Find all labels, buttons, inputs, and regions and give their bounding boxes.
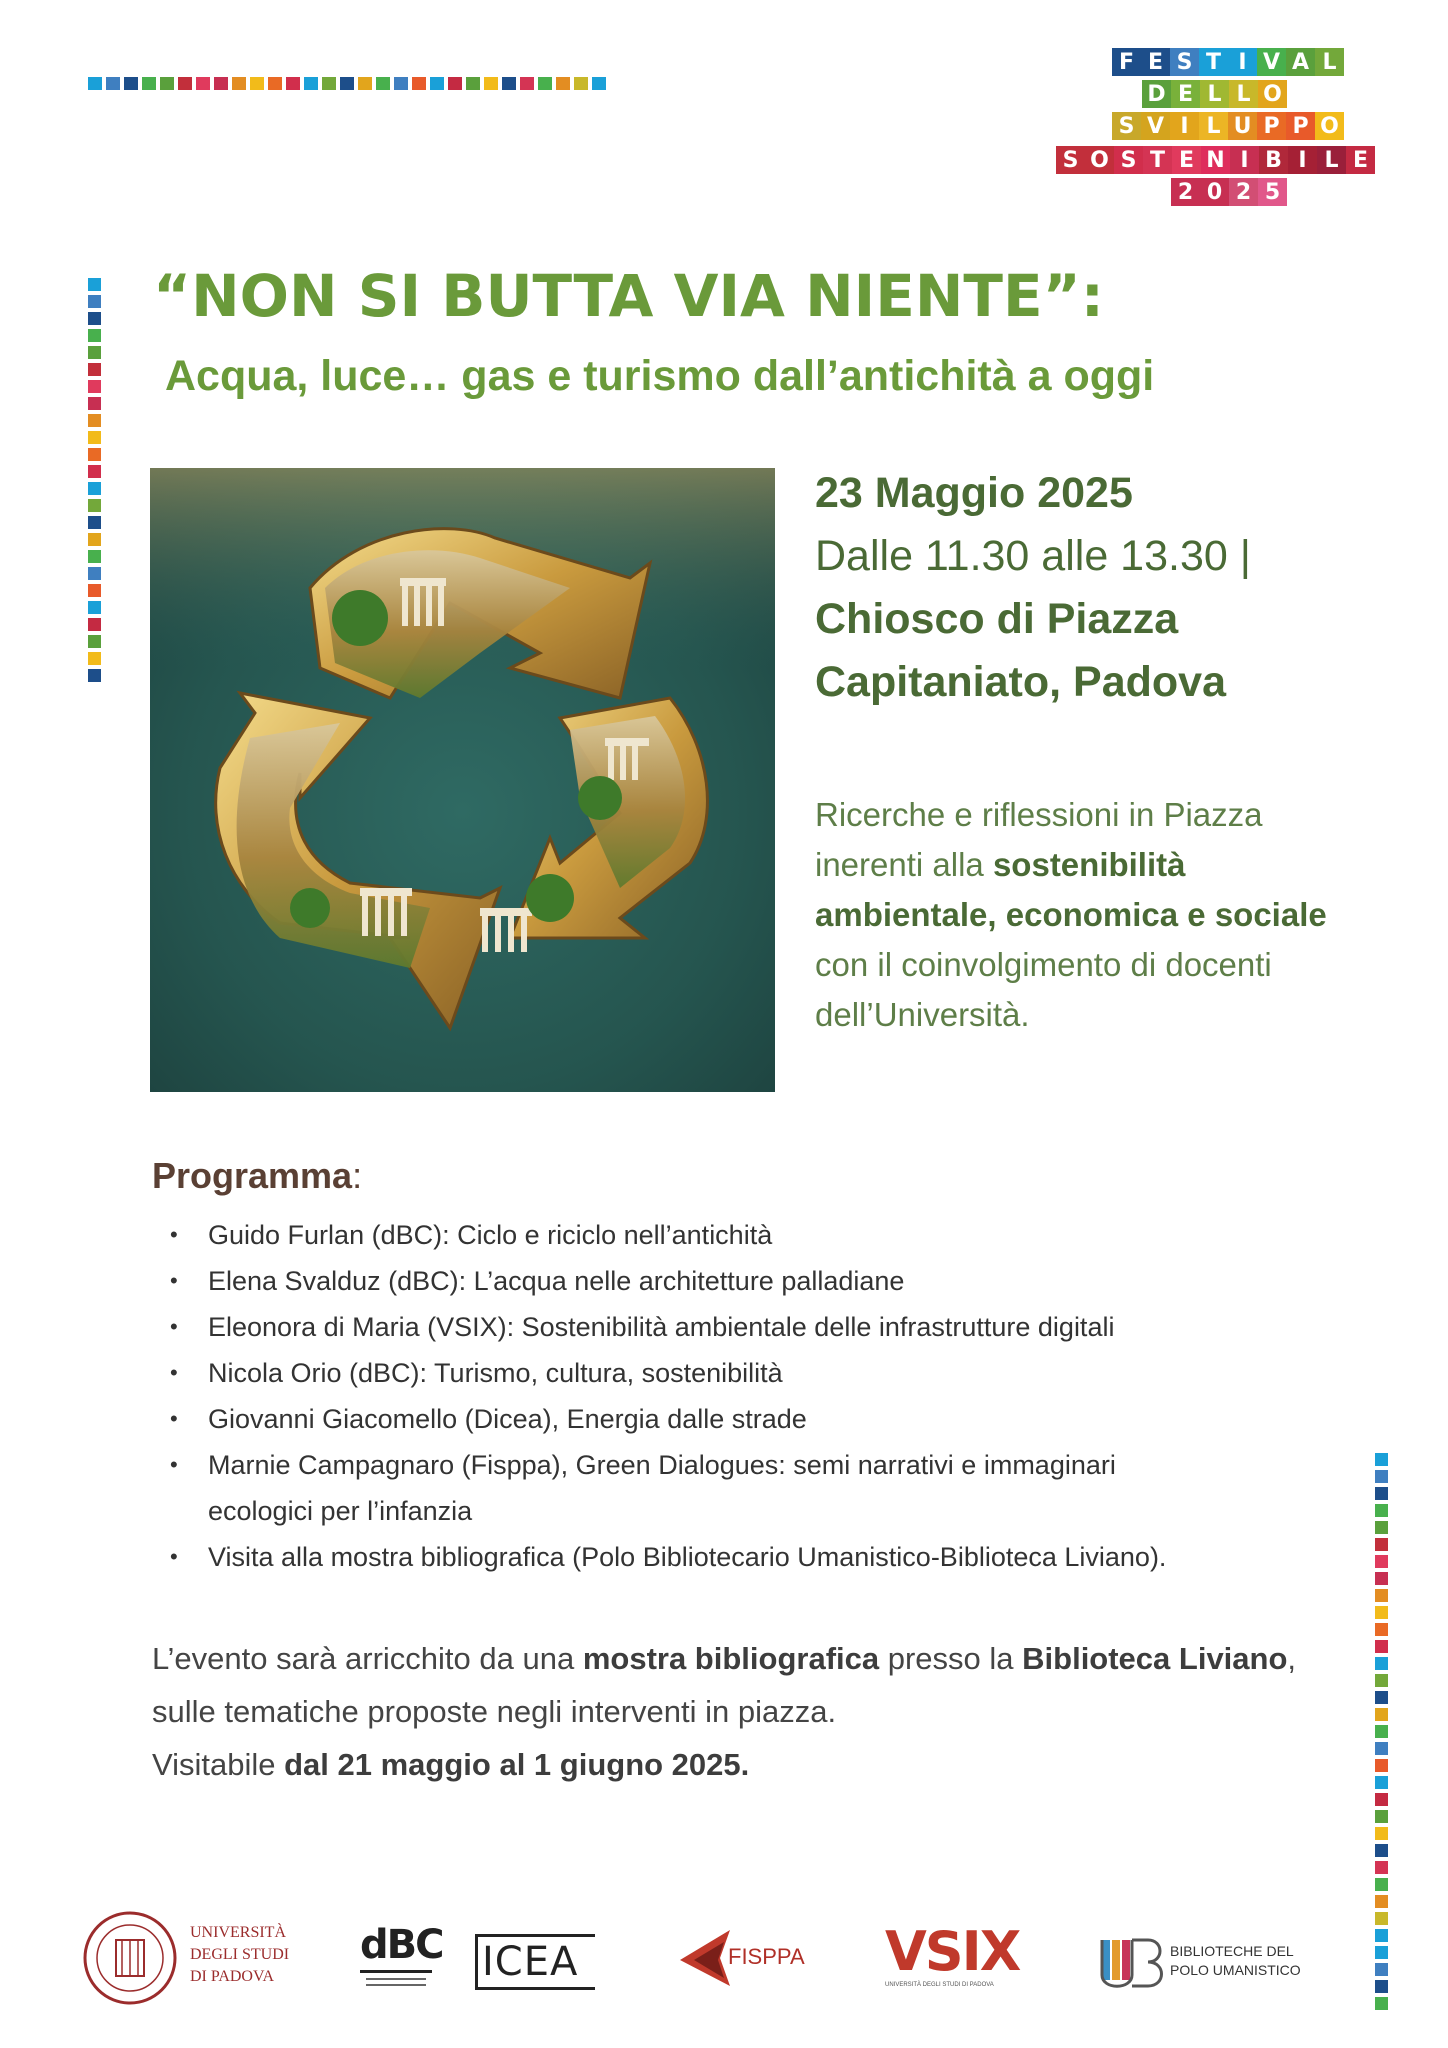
stripe-segment [304, 77, 318, 90]
festival-logo-letter: S [1112, 112, 1141, 140]
note-text-3: , sulle tematiche proposte negli interventi in piazza. [152, 1641, 1297, 1729]
stripe-segment [88, 414, 101, 427]
event-subtitle: Acqua, luce… gas e turismo dall’antichità a oggi [165, 352, 1155, 400]
festival-logo-letter: V [1257, 48, 1286, 76]
stripe-segment [1375, 1997, 1388, 2010]
festival-logo-letter: O [1315, 112, 1344, 140]
festival-logo-letter: L [1200, 80, 1229, 108]
stripe-segment [1375, 1504, 1388, 1517]
stripe-segment [520, 77, 534, 90]
festival-logo-letter: O [1258, 80, 1287, 108]
stripe-segment [502, 77, 516, 90]
left-color-stripe [88, 278, 101, 686]
stripe-segment [286, 77, 300, 90]
stripe-segment [340, 77, 354, 90]
festival-logo-letter: 0 [1200, 178, 1229, 206]
recycle-artwork [150, 468, 775, 1092]
unipd-line-3: DI PADOVA [190, 1968, 275, 1985]
biblioteche-line-1: BIBLIOTECHE DEL [1170, 1943, 1294, 1959]
program-item: • Nicola Orio (dBC): Turismo, cultura, sostenibilità [170, 1350, 1270, 1396]
stripe-segment [88, 448, 101, 461]
festival-logo-letter: N [1201, 146, 1230, 174]
festival-logo-letter: E [1172, 146, 1201, 174]
festival-logo-letter: E [1171, 80, 1200, 108]
stripe-segment [1375, 1878, 1388, 1891]
program-item: • Elena Svalduz (dBC): L’acqua nelle architetture palladiane [170, 1258, 1270, 1304]
festival-logo-letter: T [1199, 48, 1228, 76]
festival-logo-row-dello [1142, 80, 1287, 108]
festival-logo-letter: I [1288, 146, 1317, 174]
stripe-segment [1375, 1572, 1388, 1585]
festival-logo-letter: I [1170, 112, 1199, 140]
festival-logo-letter: I [1230, 146, 1259, 174]
dbc-logo [360, 1922, 443, 2002]
stripe-segment [1375, 1708, 1388, 1721]
program-item: • Eleonora di Maria (VSIX): Sostenibilità ambientale delle infrastrutture digitali [170, 1304, 1270, 1350]
stripe-segment [1375, 1487, 1388, 1500]
note-text-2: presso la [879, 1641, 1023, 1676]
program-heading [152, 1155, 362, 1197]
stripe-segment [1375, 1895, 1388, 1908]
stripe-segment [88, 669, 101, 682]
festival-logo-letter: O [1085, 146, 1114, 174]
stripe-segment [1375, 1470, 1388, 1483]
stripe-segment [1375, 1623, 1388, 1636]
stripe-segment [1375, 1776, 1388, 1789]
description-text-2: con il coinvolgimento di docenti dell’Università. [815, 946, 1272, 1033]
program-heading-label: Programma [152, 1155, 353, 1196]
program-item: • Marnie Campagnaro (Fisppa), Green Dialogues: semi narrativi e immaginari ecologici per l’infanzia [170, 1442, 1170, 1534]
stripe-segment [88, 295, 101, 308]
festival-logo-letter: F [1112, 48, 1141, 76]
unipd-logo [80, 1908, 340, 2008]
icea-logo [475, 1934, 595, 1990]
festival-logo-letter: U [1228, 112, 1257, 140]
festival-logo-letter: S [1170, 48, 1199, 76]
festival-logo-letter: P [1257, 112, 1286, 140]
stripe-segment [88, 346, 101, 359]
stripe-segment [592, 77, 606, 90]
stripe-segment [1375, 1742, 1388, 1755]
stripe-segment [1375, 1946, 1388, 1959]
unipd-line-1: UNIVERSITÀ [190, 1924, 286, 1941]
program-item: • Visita alla mostra bibliografica (Polo Bibliotecario Umanistico-Biblioteca Liviano). [170, 1534, 1270, 1580]
stripe-segment [430, 77, 444, 90]
program-item: • Giovanni Giacomello (Dicea), Energia dalle strade [170, 1396, 1270, 1442]
festival-logo-row-sviluppo [1112, 112, 1344, 140]
stripe-segment [88, 465, 101, 478]
biblioteche-mark-icon [1098, 1930, 1168, 1992]
festival-logo-letter: A [1286, 48, 1315, 76]
festival-logo-row-year [1171, 178, 1287, 206]
festival-logo-letter: E [1346, 146, 1375, 174]
stripe-segment [1375, 1657, 1388, 1670]
stripe-segment [88, 601, 101, 614]
stripe-segment [88, 482, 101, 495]
recycle-illustration [150, 468, 775, 1092]
stripe-segment [466, 77, 480, 90]
stripe-segment [88, 584, 101, 597]
stripe-segment [1375, 1980, 1388, 1993]
event-place-line-2: Capitaniato, Padova [815, 658, 1226, 706]
note-text-1: L’evento sarà arricchito da una [152, 1641, 583, 1676]
stripe-segment [88, 363, 101, 376]
stripe-segment [142, 77, 156, 90]
stripe-segment [250, 77, 264, 90]
stripe-segment [160, 77, 174, 90]
stripe-segment [1375, 1963, 1388, 1976]
festival-logo-row-sostenibile [1056, 146, 1375, 174]
stripe-segment [232, 77, 246, 90]
stripe-segment [88, 77, 102, 90]
partner-logos [80, 1908, 1370, 2018]
stripe-segment [88, 550, 101, 563]
stripe-segment [1375, 1827, 1388, 1840]
festival-logo-letter: B [1259, 146, 1288, 174]
stripe-segment [88, 499, 101, 512]
icea-logo-text: ICEA [482, 1939, 579, 1985]
stripe-segment [106, 77, 120, 90]
festival-logo-letter: L [1317, 146, 1346, 174]
right-color-stripe [1375, 1453, 1388, 2014]
event-details [815, 462, 1375, 714]
event-title: “NON SI BUTTA VIA NIENTE”: [153, 262, 1104, 330]
festival-logo-letter: S [1114, 146, 1143, 174]
stripe-segment [412, 77, 426, 90]
festival-logo-letter: P [1286, 112, 1315, 140]
stripe-segment [88, 635, 101, 648]
event-description [815, 790, 1355, 1040]
festival-logo-letter: 2 [1229, 178, 1258, 206]
event-date: 23 Maggio 2025 [815, 469, 1133, 517]
program-heading-colon: : [352, 1155, 363, 1196]
stripe-segment [1375, 1929, 1388, 1942]
stripe-segment [88, 278, 101, 291]
festival-logo-letter: I [1228, 48, 1257, 76]
stripe-segment [1375, 1725, 1388, 1738]
stripe-segment [1375, 1589, 1388, 1602]
festival-logo [1040, 48, 1410, 214]
stripe-segment [178, 77, 192, 90]
stripe-segment [88, 380, 101, 393]
festival-logo-letter: 2 [1171, 178, 1200, 206]
note-text-4: Visitabile [152, 1747, 285, 1782]
stripe-segment [322, 77, 336, 90]
festival-logo-letter: V [1141, 112, 1170, 140]
description-text-1: Ricerche e riflessioni in Piazza inerenti alla [815, 796, 1263, 883]
stripe-segment [484, 77, 498, 90]
stripe-segment [214, 77, 228, 90]
stripe-segment [1375, 1538, 1388, 1551]
stripe-segment [88, 312, 101, 325]
festival-logo-row-festival [1112, 48, 1344, 76]
dbc-logo-text: dBC [360, 1922, 443, 1968]
biblioteche-logo [1098, 1930, 1318, 2000]
program-list [170, 1212, 1270, 1580]
fisppa-mark-icon [680, 1930, 730, 1986]
stripe-segment [124, 77, 138, 90]
stripe-segment [448, 77, 462, 90]
stripe-segment [88, 567, 101, 580]
stripe-segment [1375, 1844, 1388, 1857]
stripe-segment [1375, 1691, 1388, 1704]
festival-logo-letter: L [1315, 48, 1344, 76]
vsix-subtitle: UNIVERSITÀ DEGLI STUDI DI PADOVA [885, 1982, 994, 1988]
stripe-segment [556, 77, 570, 90]
stripe-segment [88, 618, 101, 631]
note-bold-library: Biblioteca Liviano [1022, 1641, 1288, 1676]
stripe-segment [1375, 1793, 1388, 1806]
stripe-segment [1375, 1861, 1388, 1874]
stripe-segment [1375, 1810, 1388, 1823]
stripe-segment [376, 77, 390, 90]
festival-logo-letter: S [1056, 146, 1085, 174]
stripe-segment [358, 77, 372, 90]
stripe-segment [1375, 1606, 1388, 1619]
vsix-logo [885, 1920, 1020, 2004]
festival-logo-letter: T [1143, 146, 1172, 174]
stripe-segment [1375, 1555, 1388, 1568]
exhibition-note [152, 1632, 1332, 1791]
stripe-segment [88, 533, 101, 546]
stripe-segment [1375, 1912, 1388, 1925]
stripe-segment [1375, 1521, 1388, 1534]
festival-logo-letter: L [1229, 80, 1258, 108]
stripe-segment [88, 329, 101, 342]
festival-logo-letter: L [1199, 112, 1228, 140]
stripe-segment [268, 77, 282, 90]
stripe-segment [538, 77, 552, 90]
fisppa-logo-text: FISPPA [728, 1944, 805, 1969]
fisppa-logo [680, 1930, 820, 1990]
festival-logo-letter: D [1142, 80, 1171, 108]
top-color-stripe [88, 77, 610, 90]
stripe-segment [88, 652, 101, 665]
stripe-segment [196, 77, 210, 90]
stripe-segment [394, 77, 408, 90]
vsix-logo-text: VSIX [885, 1920, 1020, 1983]
stripe-segment [88, 397, 101, 410]
program-item: • Guido Furlan (dBC): Ciclo e riciclo nell’antichità [170, 1212, 1270, 1258]
description-bold: sostenibilità ambientale, economica e sociale [815, 846, 1327, 933]
festival-logo-letter: E [1141, 48, 1170, 76]
stripe-segment [88, 516, 101, 529]
note-bold-dates: dal 21 maggio al 1 giugno 2025. [284, 1747, 750, 1782]
unipd-seal-icon [80, 1908, 180, 2008]
stripe-segment [1375, 1759, 1388, 1772]
event-place-line-1: Chiosco di Piazza [815, 595, 1179, 643]
stripe-segment [1375, 1674, 1388, 1687]
stripe-segment [1375, 1640, 1388, 1653]
stripe-segment [88, 431, 101, 444]
biblioteche-line-2: POLO UMANISTICO [1170, 1962, 1301, 1978]
note-bold-exhibition: mostra bibliografica [582, 1641, 880, 1676]
unipd-line-2: DEGLI STUDI [190, 1946, 290, 1963]
festival-logo-letter: 5 [1258, 178, 1287, 206]
stripe-segment [1375, 1453, 1388, 1466]
stripe-segment [574, 77, 588, 90]
event-time: Dalle 11.30 alle 13.30 | [815, 532, 1251, 580]
